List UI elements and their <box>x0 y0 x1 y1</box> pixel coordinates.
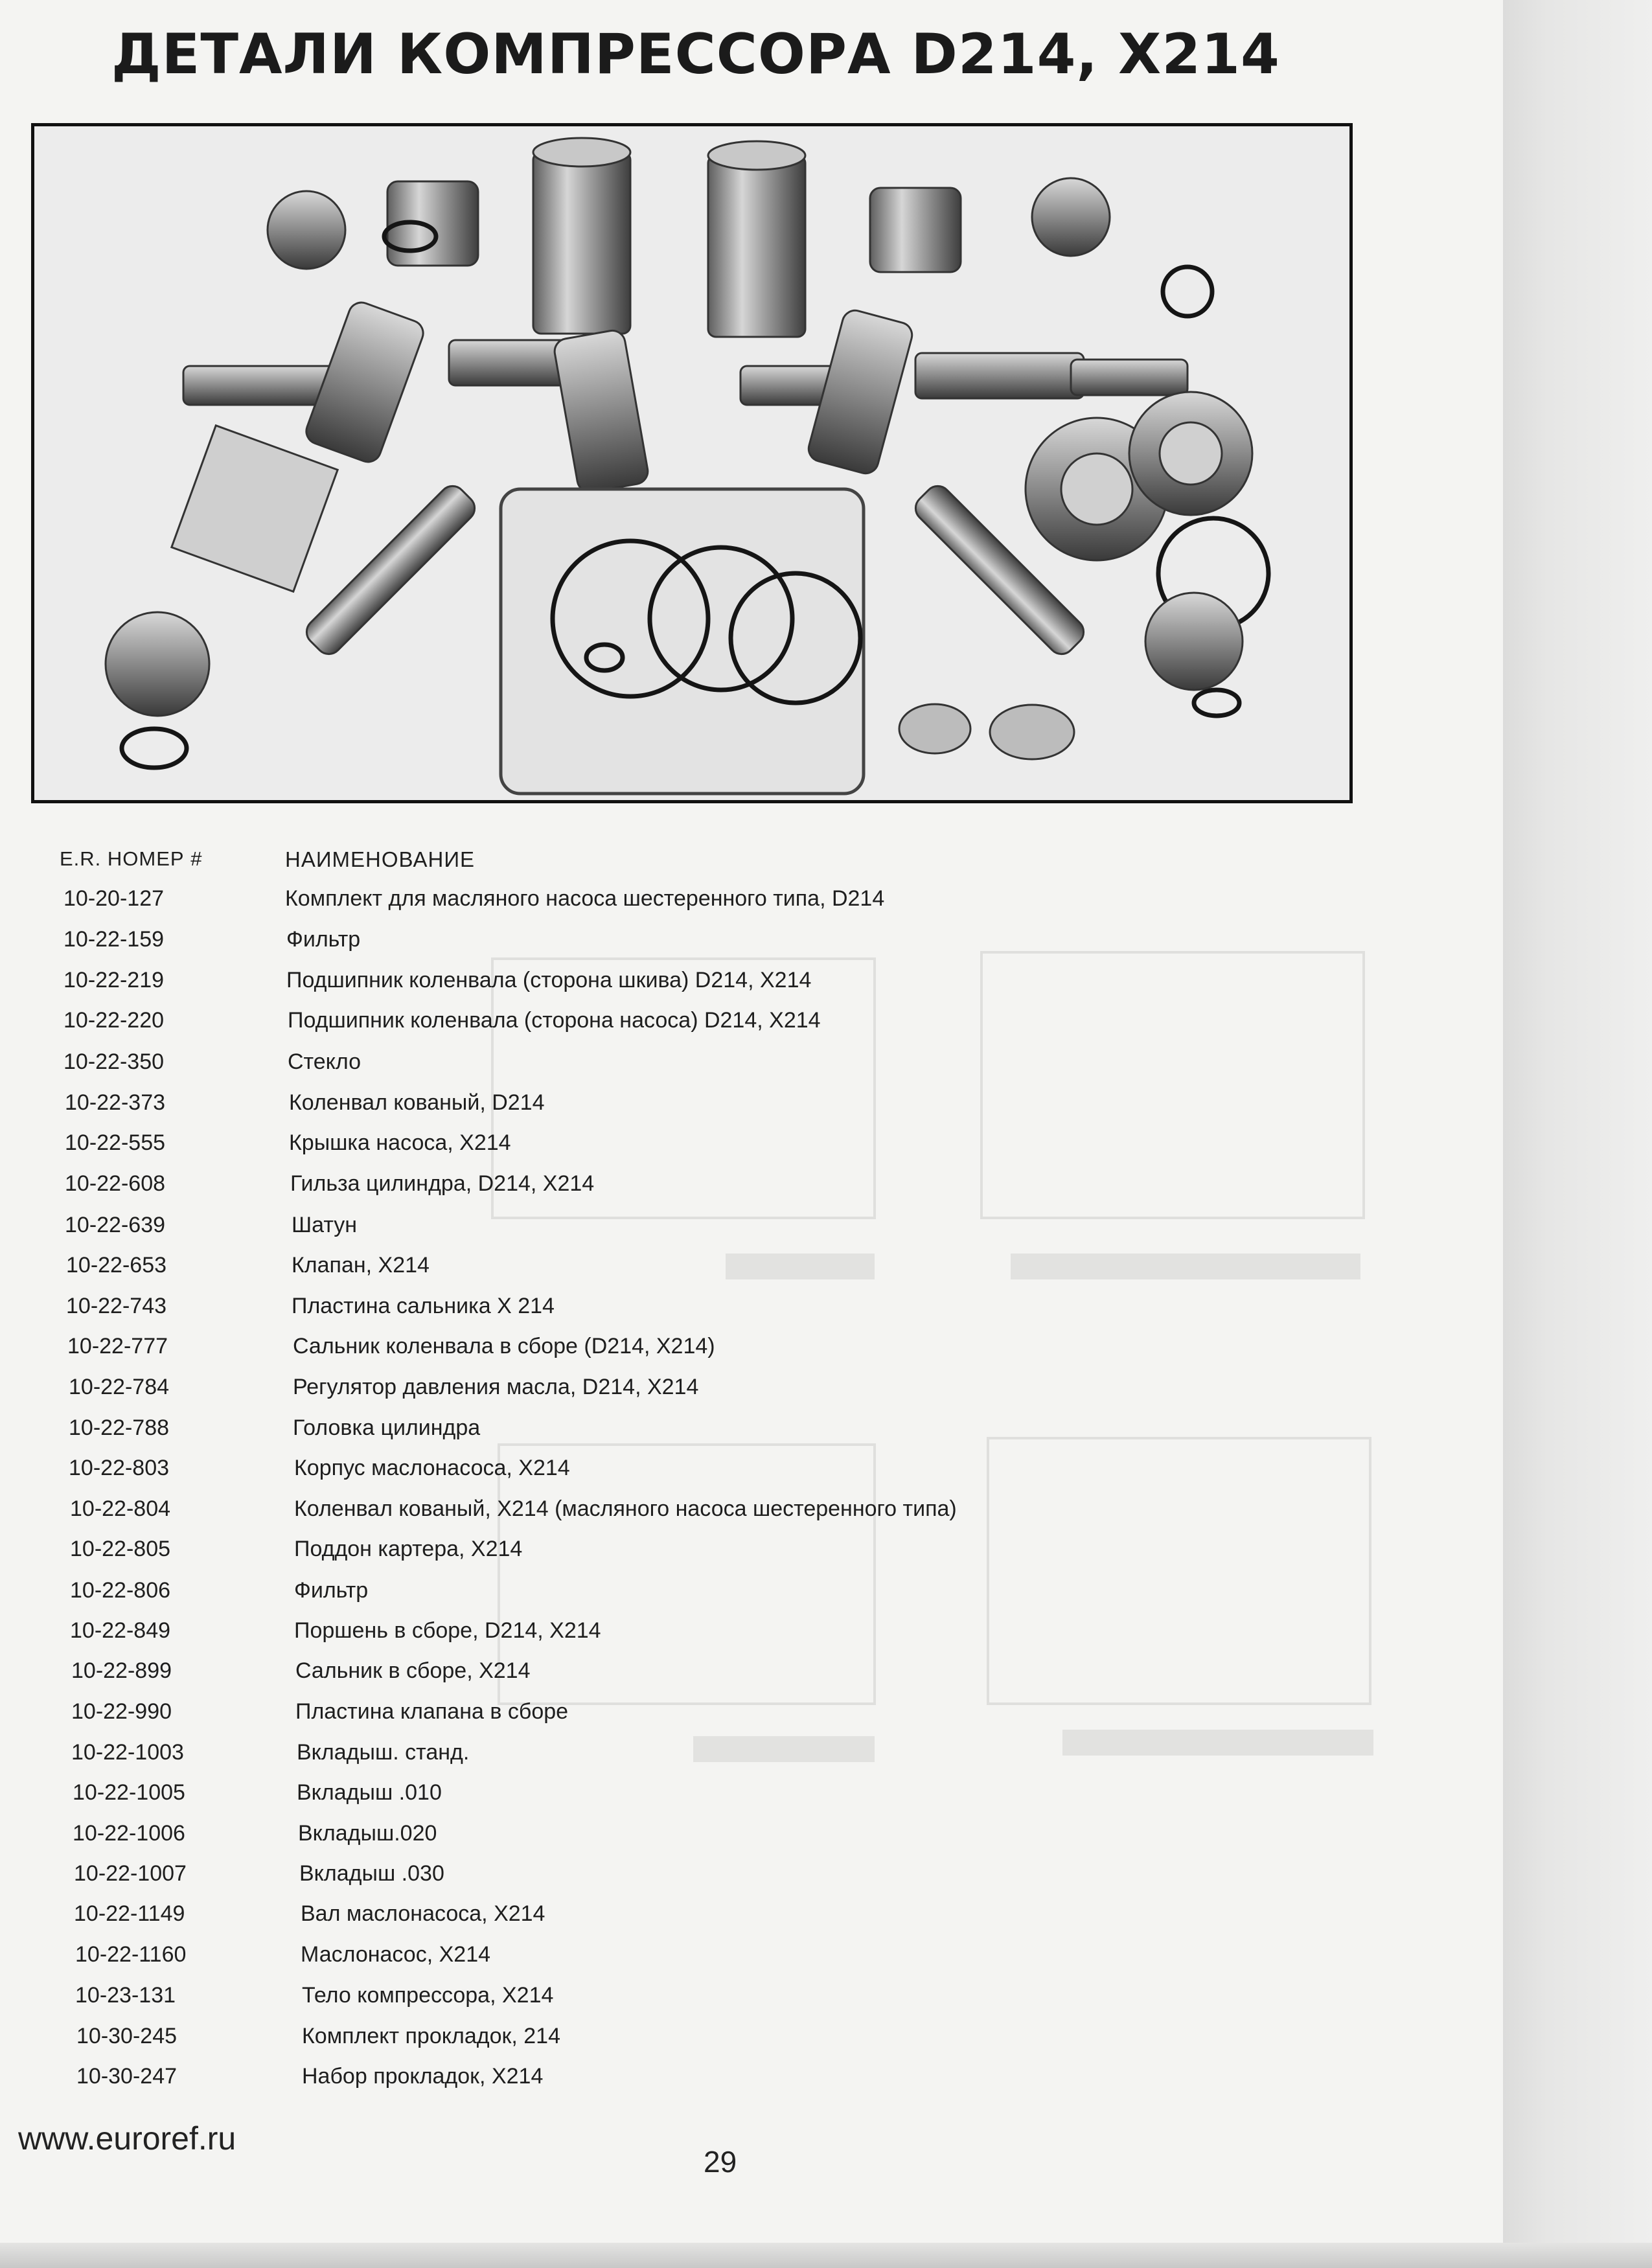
part-number: 10-22-1160 <box>75 1942 187 1967</box>
table-row <box>75 1983 1176 2014</box>
part-number: 10-22-805 <box>70 1537 171 1561</box>
table-row <box>66 1294 1167 1325</box>
part-name: Коленвал кованый, X214 (масляного насоса шестеренного типа) <box>294 1496 957 1521</box>
part-name: Вкладыш.020 <box>298 1821 437 1846</box>
table-row <box>70 1496 1171 1528</box>
part-name: Вкладыш .010 <box>297 1780 442 1805</box>
scan-bottom-edge <box>0 2243 1652 2268</box>
table-row <box>74 1901 1175 1932</box>
part-number: 10-22-350 <box>63 1049 165 1074</box>
part-name: Вкладыш .030 <box>299 1861 444 1886</box>
part-name: Регулятор давления масла, D214, X214 <box>293 1375 699 1399</box>
part-name: Стекло <box>288 1049 361 1074</box>
part-name: Сальник коленвала в сборе (D214, X214) <box>293 1334 715 1358</box>
part-number: 10-22-990 <box>71 1699 172 1724</box>
part-number: 10-22-849 <box>70 1618 171 1643</box>
table-row <box>76 2064 1178 2095</box>
table-row <box>73 1821 1174 1852</box>
table-row <box>63 927 1165 958</box>
part-number: 10-22-804 <box>70 1496 171 1521</box>
table-row <box>63 968 1165 999</box>
part-number: 10-30-247 <box>76 2064 178 2089</box>
table-row <box>69 1415 1170 1447</box>
part-name: Набор прокладок, X214 <box>302 2064 544 2089</box>
part-name: Вкладыш. станд. <box>297 1740 470 1765</box>
part-number: 10-22-1006 <box>73 1821 185 1846</box>
part-number: 10-22-1005 <box>73 1780 185 1805</box>
table-row <box>69 1375 1170 1406</box>
part-number: 10-22-743 <box>66 1294 167 1318</box>
table-row <box>65 1213 1166 1244</box>
part-number: 10-22-803 <box>69 1456 170 1480</box>
part-name: Комплект для масляного насоса шестеренного типа, D214 <box>285 886 885 911</box>
part-number: 10-22-784 <box>69 1375 170 1399</box>
table-row <box>70 1578 1171 1609</box>
part-number: 10-30-245 <box>76 2024 178 2048</box>
part-number: 10-22-899 <box>71 1658 172 1683</box>
part-name: Клапан, X214 <box>292 1253 430 1277</box>
part-number: 10-22-639 <box>65 1213 166 1237</box>
part-number: 10-22-788 <box>69 1415 170 1440</box>
part-name: Корпус маслонасоса, X214 <box>294 1456 570 1480</box>
part-number: 10-22-608 <box>65 1171 166 1196</box>
part-name: Комплект прокладок, 214 <box>302 2024 561 2048</box>
footer-website-url[interactable]: www.euroref.ru <box>18 2120 236 2157</box>
part-name: Сальник в сборе, X214 <box>295 1658 531 1683</box>
part-number: 10-22-1149 <box>74 1901 185 1926</box>
table-row <box>71 1740 1173 1771</box>
part-name: Поршень в сборе, D214, X214 <box>294 1618 601 1643</box>
table-row <box>67 1334 1169 1365</box>
table-row <box>63 1049 1165 1081</box>
table-row <box>75 1942 1176 1973</box>
part-name: Фильтр <box>294 1578 369 1603</box>
table-row <box>71 1699 1173 1730</box>
part-number: 10-20-127 <box>63 886 165 911</box>
part-name: Пластина клапана в сборе <box>295 1699 569 1724</box>
table-row <box>74 1861 1175 1892</box>
part-name: Шатун <box>292 1213 358 1237</box>
page-edge-shadow <box>1503 0 1652 2268</box>
part-name: Фильтр <box>286 927 361 952</box>
part-name: Подшипник коленвала (сторона насоса) D214, X214 <box>288 1008 821 1033</box>
table-row <box>70 1537 1171 1568</box>
part-name: Тело компрессора, X214 <box>302 1983 554 2008</box>
table-row <box>63 886 1165 917</box>
table-row <box>65 1130 1166 1162</box>
part-number: 10-22-555 <box>65 1130 166 1155</box>
page-title: ДЕТАЛИ КОМПРЕССОРА D214, X214 <box>111 22 1280 87</box>
part-number: 10-23-131 <box>75 1983 176 2008</box>
table-row <box>65 1090 1166 1121</box>
part-number: 10-22-653 <box>66 1253 167 1277</box>
part-name: Крышка насоса, X214 <box>289 1130 511 1155</box>
part-name: Маслонасос, X214 <box>301 1942 491 1967</box>
part-name: Гильза цилиндра, D214, X214 <box>290 1171 595 1196</box>
part-number: 10-22-373 <box>65 1090 166 1115</box>
part-name: Пластина сальника X 214 <box>292 1294 555 1318</box>
part-name: Вал маслонасоса, X214 <box>301 1901 545 1926</box>
table-row <box>69 1456 1170 1487</box>
column-header-part-number: E.R. НОМЕР # <box>60 847 203 870</box>
table-row <box>71 1658 1173 1690</box>
table-row <box>63 1008 1165 1039</box>
part-name: Поддон картера, X214 <box>294 1537 523 1561</box>
part-name: Головка цилиндра <box>293 1415 481 1440</box>
column-header-name: НАИМЕНОВАНИЕ <box>285 847 476 871</box>
table-row <box>66 1253 1167 1284</box>
table-row <box>73 1780 1174 1811</box>
part-number: 10-22-220 <box>63 1008 165 1033</box>
page-number: 29 <box>704 2145 737 2179</box>
part-name: Коленвал кованый, D214 <box>289 1090 545 1115</box>
table-row <box>76 2024 1178 2055</box>
part-number: 10-22-219 <box>63 968 165 992</box>
part-number: 10-22-1007 <box>74 1861 187 1886</box>
table-row <box>70 1618 1171 1649</box>
part-number: 10-22-1003 <box>71 1740 184 1765</box>
table-row <box>65 1171 1166 1202</box>
part-number: 10-22-777 <box>67 1334 168 1358</box>
part-name: Подшипник коленвала (сторона шкива) D214, X214 <box>286 968 812 992</box>
part-number: 10-22-159 <box>63 927 165 952</box>
part-number: 10-22-806 <box>70 1578 171 1603</box>
